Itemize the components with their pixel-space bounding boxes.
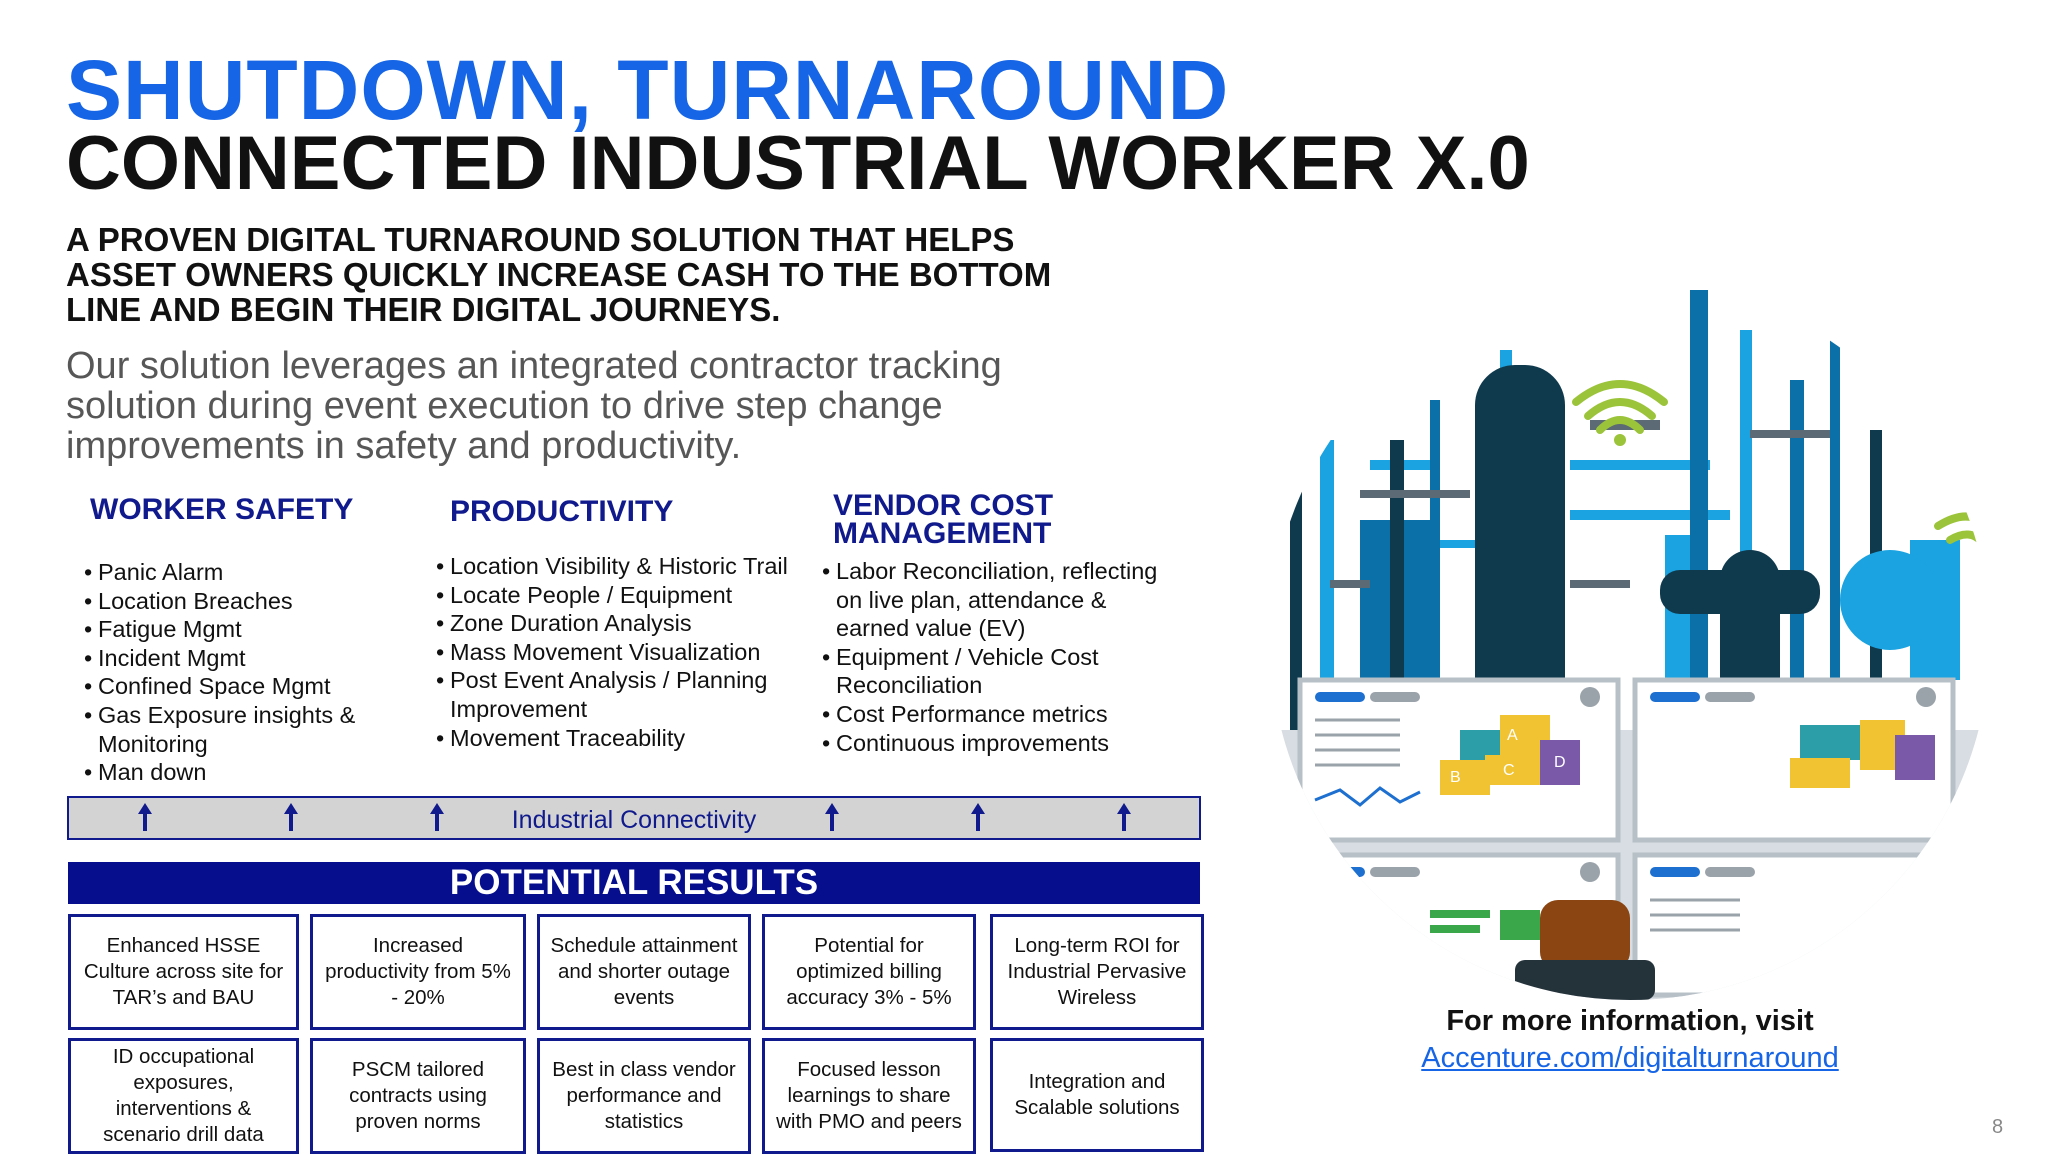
- list-item: • Gas Exposure insights & Monitoring: [84, 701, 384, 758]
- block-label: C: [1503, 762, 1515, 779]
- result-box: Enhanced HSSE Culture across site for TAR’s and BAU: [68, 914, 299, 1030]
- result-box: Integration and Scalable solutions: [990, 1038, 1204, 1152]
- productivity-heading: PRODUCTIVITY: [450, 495, 674, 528]
- result-box: Potential for optimized billing accuracy 3% - 5%: [762, 914, 976, 1030]
- vendor-cost-heading: VENDOR COST MANAGEMENT: [833, 489, 1054, 550]
- result-box: Focused lesson learnings to share with PMO and peers: [762, 1038, 976, 1154]
- list-item: • Confined Space Mgmt: [84, 672, 384, 701]
- list-item: • Fatigue Mgmt: [84, 615, 384, 644]
- subheading: A PROVEN DIGITAL TURNAROUND SOLUTION THAT HELPS ASSET OWNERS QUICKLY INCREASE CASH TO THE BOTTOM LINE AND BEGIN THEIR DIGITAL JOURNEYS.: [66, 221, 1052, 328]
- block-label: A: [1507, 727, 1518, 744]
- title-line-2: CONNECTED INDUSTRIAL WORKER X.0: [66, 121, 1530, 206]
- connectivity-label: Industrial Connectivity: [511, 806, 757, 834]
- list-item: • Mass Movement Visualization: [436, 638, 806, 667]
- list-item: • Cost Performance metrics: [822, 700, 1162, 729]
- potential-results-heading: POTENTIAL RESULTS: [68, 862, 1200, 904]
- vendor-cost-list: [822, 557, 1162, 757]
- industrial-connectivity-bar: [67, 796, 1201, 840]
- result-box: Increased productivity from 5% - 20%: [310, 914, 526, 1030]
- list-item: • Locate People / Equipment: [436, 581, 806, 610]
- list-item: • Panic Alarm: [84, 558, 384, 587]
- list-item: • Zone Duration Analysis: [436, 609, 806, 638]
- worker-safety-list: [84, 558, 384, 787]
- result-box: Best in class vendor performance and statistics: [537, 1038, 751, 1154]
- industrial-plant-illustration: [1270, 280, 1990, 1000]
- list-item: • Post Event Analysis / Planning Improvement: [436, 666, 806, 723]
- more-info-text: For more information, visit: [1446, 1005, 1814, 1037]
- list-item: • Location Visibility & Historic Trail: [436, 552, 806, 581]
- block-label: B: [1450, 769, 1461, 786]
- accenture-link[interactable]: Accenture.com/digitalturnaround: [1421, 1042, 1839, 1074]
- list-item: • Movement Traceability: [436, 724, 806, 753]
- refinery-graphic: [1270, 280, 1990, 1000]
- list-item: • Continuous improvements: [822, 729, 1162, 758]
- page-number: 8: [1992, 1116, 2004, 1138]
- intro-paragraph: Our solution leverages an integrated contractor tracking solution during event execution to drive step change improvements in safety and productivity.: [66, 345, 1002, 467]
- result-box: ID occupational exposures, interventions & scenario drill data: [68, 1038, 299, 1154]
- result-box: Long-term ROI for Industrial Pervasive Wireless: [990, 914, 1204, 1030]
- list-item: • Equipment / Vehicle Cost Reconciliation: [822, 643, 1162, 700]
- productivity-list: [436, 552, 806, 752]
- result-box: Schedule attainment and shorter outage events: [537, 914, 751, 1030]
- list-item: • Incident Mgmt: [84, 644, 384, 673]
- list-item: • Man down: [84, 758, 384, 787]
- list-item: • Labor Reconciliation, reflecting on live plan, attendance & earned value (EV): [822, 557, 1162, 643]
- list-item: • Location Breaches: [84, 587, 384, 616]
- result-box: PSCM tailored contracts using proven norms: [310, 1038, 526, 1154]
- worker-safety-heading: WORKER SAFETY: [90, 493, 354, 526]
- block-label: D: [1554, 754, 1566, 771]
- title-line-1: SHUTDOWN, TURNAROUND: [66, 43, 1230, 137]
